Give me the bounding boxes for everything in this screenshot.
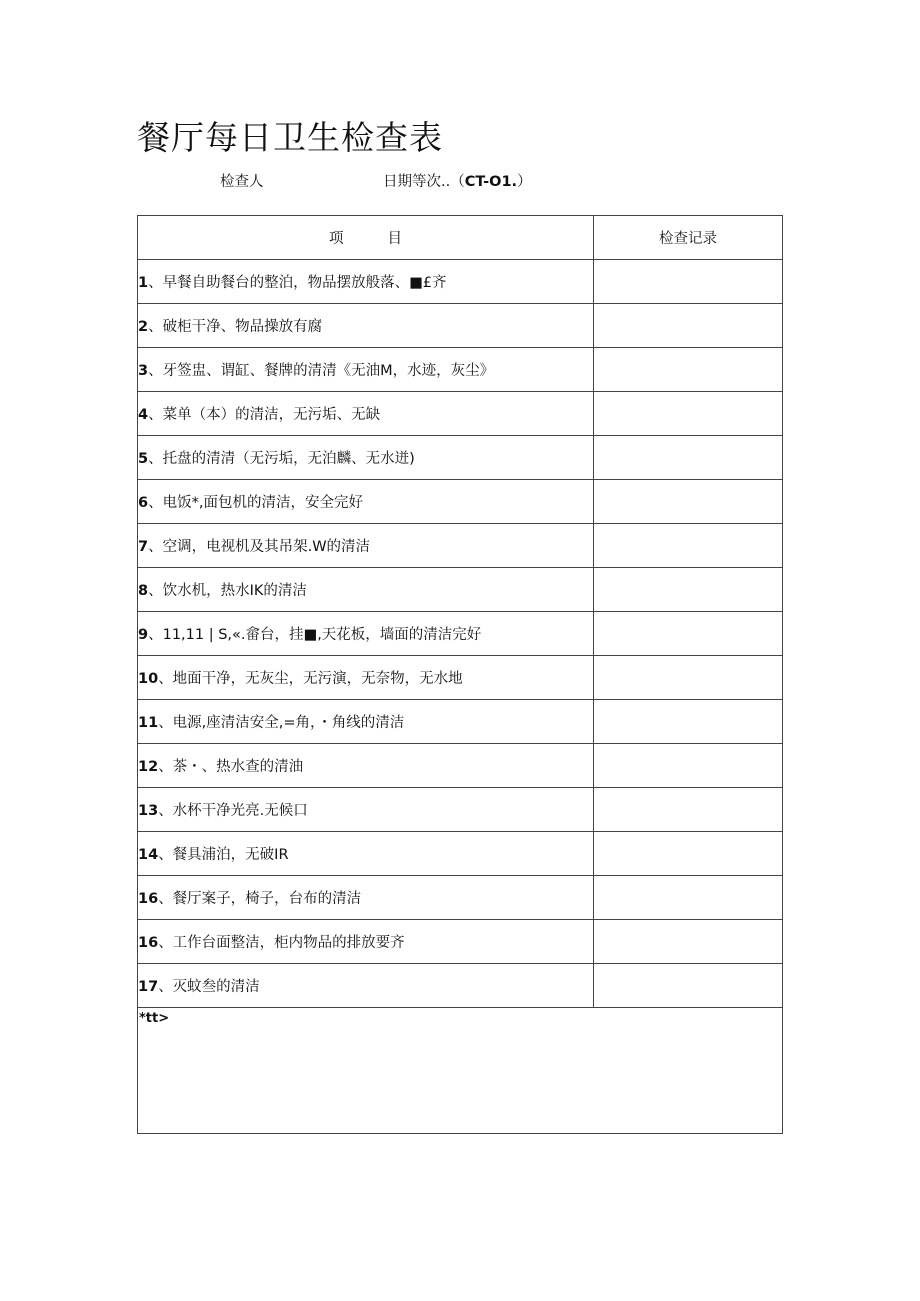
- item-number: 9: [138, 627, 149, 643]
- item-number: 10: [138, 671, 159, 687]
- item-text: 、空调，电视机及其吊架.W的清洁: [148, 539, 371, 555]
- item-text: 、餐具浦泊，无破IR: [158, 847, 289, 863]
- item-text: 、地面干净，无灰尘，无污演，无奈物，无水地: [158, 671, 463, 687]
- table-row: [138, 524, 783, 568]
- item-text: 、茶・、热水查的清油: [158, 759, 304, 775]
- item-number: 12: [138, 759, 159, 775]
- record-cell[interactable]: [594, 392, 783, 436]
- table-row: [138, 700, 783, 744]
- item-cell: [138, 612, 594, 656]
- header-item: [138, 216, 594, 260]
- table-row: [138, 392, 783, 436]
- item-number: 17: [138, 979, 159, 995]
- page-title: 餐厅每日卫生检查表: [137, 118, 443, 157]
- date-code: CT-O1.: [464, 174, 518, 190]
- item-text: 、托盘的清清（无污垢，无泊麟、无水迸): [148, 451, 415, 467]
- item-cell: [138, 700, 594, 744]
- item-cell: [138, 964, 594, 1008]
- table-header-row: [138, 216, 783, 260]
- table-row: [138, 876, 783, 920]
- item-text: 、破柜干净、物品操放有腐: [148, 319, 323, 335]
- item-cell: [138, 480, 594, 524]
- notes-row: [138, 1008, 783, 1134]
- record-cell[interactable]: [594, 656, 783, 700]
- table-row: [138, 964, 783, 1008]
- notes-cell[interactable]: [138, 1008, 783, 1134]
- header-item-b: 目: [387, 231, 402, 247]
- record-cell[interactable]: [594, 876, 783, 920]
- record-cell[interactable]: [594, 524, 783, 568]
- item-text: 、餐厅案子，椅子，台布的清洁: [158, 891, 362, 907]
- item-cell: [138, 348, 594, 392]
- item-cell: [138, 656, 594, 700]
- record-cell[interactable]: [594, 964, 783, 1008]
- record-cell[interactable]: [594, 304, 783, 348]
- header-item-a: 项: [329, 231, 344, 247]
- table-row: [138, 348, 783, 392]
- item-number: 3: [138, 363, 149, 379]
- table-row: [138, 568, 783, 612]
- inspector-label: 检查人: [220, 174, 264, 190]
- date-label-text: 日期等次..（: [383, 174, 465, 190]
- date-label: [383, 172, 532, 192]
- item-number: 11: [138, 715, 159, 731]
- header-record: 检查记录: [594, 216, 783, 260]
- table-row: [138, 480, 783, 524]
- inspection-table: [137, 215, 783, 1134]
- item-number: 5: [138, 451, 149, 467]
- record-cell[interactable]: [594, 348, 783, 392]
- item-text: 、电饭*,面包机的清洁，安全完好: [148, 495, 363, 511]
- table-row: [138, 436, 783, 480]
- record-cell[interactable]: [594, 436, 783, 480]
- item-number: 8: [138, 583, 149, 599]
- record-cell[interactable]: [594, 700, 783, 744]
- table-row: [138, 920, 783, 964]
- item-cell: [138, 568, 594, 612]
- item-cell: [138, 832, 594, 876]
- table-row: [138, 656, 783, 700]
- item-cell: [138, 304, 594, 348]
- item-cell: [138, 392, 594, 436]
- table-row: [138, 788, 783, 832]
- item-cell: [138, 260, 594, 304]
- item-number: 6: [138, 495, 149, 511]
- item-number: 13: [138, 803, 159, 819]
- record-cell[interactable]: [594, 920, 783, 964]
- item-text: 、灭蚊叁的清洁: [158, 979, 260, 995]
- item-number: 16: [138, 935, 159, 951]
- item-cell: [138, 524, 594, 568]
- table-row: [138, 260, 783, 304]
- item-text: 、水杯干净光亮.无候口: [158, 803, 308, 819]
- item-number: 4: [138, 407, 149, 423]
- item-text: 、饮水机，热水IK的清洁: [148, 583, 307, 599]
- record-cell[interactable]: [594, 832, 783, 876]
- item-cell: [138, 788, 594, 832]
- record-cell[interactable]: [594, 788, 783, 832]
- table-row: [138, 612, 783, 656]
- record-cell[interactable]: [594, 568, 783, 612]
- item-text: 、菜单（本）的清洁，无污垢、无缺: [148, 407, 381, 423]
- item-cell: [138, 876, 594, 920]
- record-cell[interactable]: [594, 260, 783, 304]
- table-row: [138, 744, 783, 788]
- item-number: 7: [138, 539, 149, 555]
- item-number: 14: [138, 847, 159, 863]
- record-cell[interactable]: [594, 744, 783, 788]
- item-text: 、工作台面整洁，柜内物品的排放要齐: [158, 935, 405, 951]
- item-number: 16: [138, 891, 159, 907]
- item-number: 1: [138, 275, 149, 291]
- date-close: ）: [517, 174, 532, 190]
- item-cell: [138, 436, 594, 480]
- item-text: 、早餐自助餐台的整泊，物品摆放般落、■£齐: [148, 275, 447, 291]
- record-cell[interactable]: [594, 480, 783, 524]
- item-cell: [138, 920, 594, 964]
- item-text: 、11,11 | S,«.畲台，挂■,天花板，墙面的清洁完好: [148, 627, 482, 643]
- table-row: [138, 832, 783, 876]
- notes-label: *tt>: [139, 1011, 170, 1026]
- record-cell[interactable]: [594, 612, 783, 656]
- item-text: 、牙签盅、谓缸、餐牌的清清《无油M，水迹，灰尘》: [148, 363, 495, 379]
- table-row: [138, 304, 783, 348]
- item-text: 、电源,座清洁安全,=角，・角线的清洁: [158, 715, 405, 731]
- item-cell: [138, 744, 594, 788]
- item-number: 2: [138, 319, 149, 335]
